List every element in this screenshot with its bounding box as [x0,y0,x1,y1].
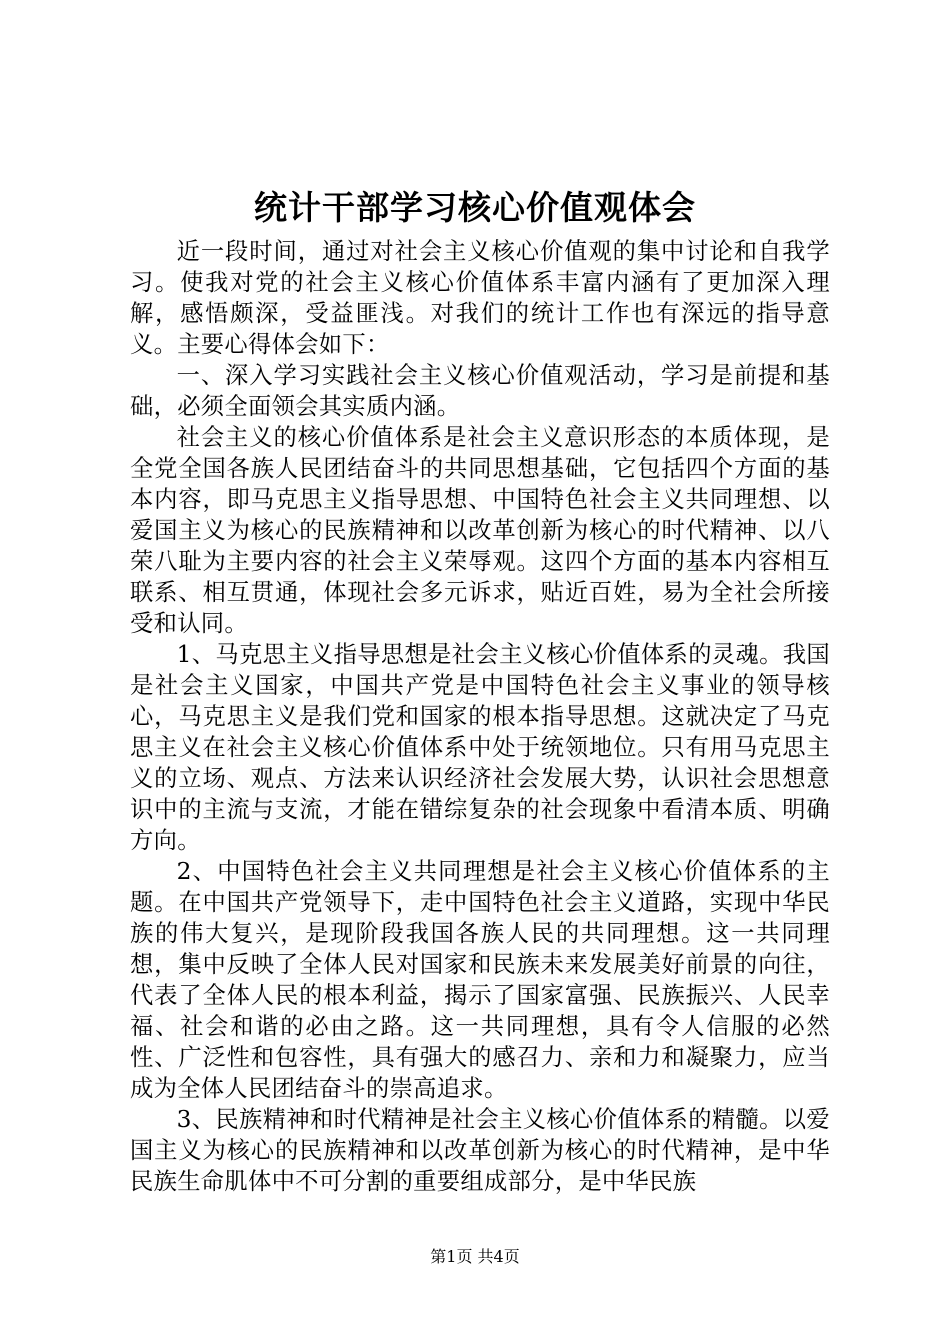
paragraph-point-3: 3、民族精神和时代精神是社会主义核心价值体系的精髓。以爱国主义为核心的民族精神和以改革创新为核心的时代精神，是中华民族生命肌体中不可分割的重要组成部分，是中华民族 [130,1106,830,1195]
paragraph-section-1-heading: 一、深入学习实践社会主义核心价值观活动，学习是前提和基础，必须全面领会其实质内涵。 [130,362,830,420]
paragraph-intro: 近一段时间，通过对社会主义核心价值观的集中讨论和自我学习。使我对党的社会主义核心价值体系丰富内涵有了更加深入理解，感悟颇深，受益匪浅。对我们的统计工作也有深远的指导意义。主要心得体会如下： [130,238,830,358]
paragraph-point-1: 1、马克思主义指导思想是社会主义核心价值体系的灵魂。我国是社会主义国家，中国共产党是中国特色社会主义事业的领导核心，马克思主义是我们党和国家的根本指导思想。这就决定了马克思主义在社会主义核心价值体系中处于统领地位。只有用马克思主义的立场、观点、方法来认识经济社会发展大势，认识社会思想意识中的主流与支流，才能在错综复杂的社会现象中看清本质、明确方向。 [130,641,830,854]
document-body [130,236,830,1197]
document-title: 统计干部学习核心价值观体会 [254,188,696,227]
paragraph-point-2: 2、中国特色社会主义共同理想是社会主义核心价值体系的主题。在中国共产党领导下，走中国特色社会主义道路，实现中华民族的伟大复兴，是现阶段我国各族人民的共同理想。这一共同理想，集中反映了全体人民对国家和民族未来发展美好前景的向往，代表了全体人民的根本利益，揭示了国家富强、民族振兴、人民幸福、社会和谐的必由之路。这一共同理想，具有令人信服的必然性、广泛性和包容性，具有强大的感召力、亲和力和凝聚力，应当成为全体人民团结奋斗的崇高追求。 [130,858,830,1102]
page-number-footer: 第1页 共4页 [430,1247,520,1266]
paragraph-core-value-system: 社会主义的核心价值体系是社会主义意识形态的本质体现，是全党全国各族人民团结奋斗的共同思想基础，它包括四个方面的基本内容，即马克思主义指导思想、中国特色社会主义共同理想、以爱国主义为核心的民族精神和以改革创新为核心的时代精神、以八荣八耻为主要内容的社会主义荣辱观。这四个方面的基本内容相互联系、相互贯通，体现社会多元诉求，贴近百姓，易为全社会所接受和认同。 [130,424,830,637]
